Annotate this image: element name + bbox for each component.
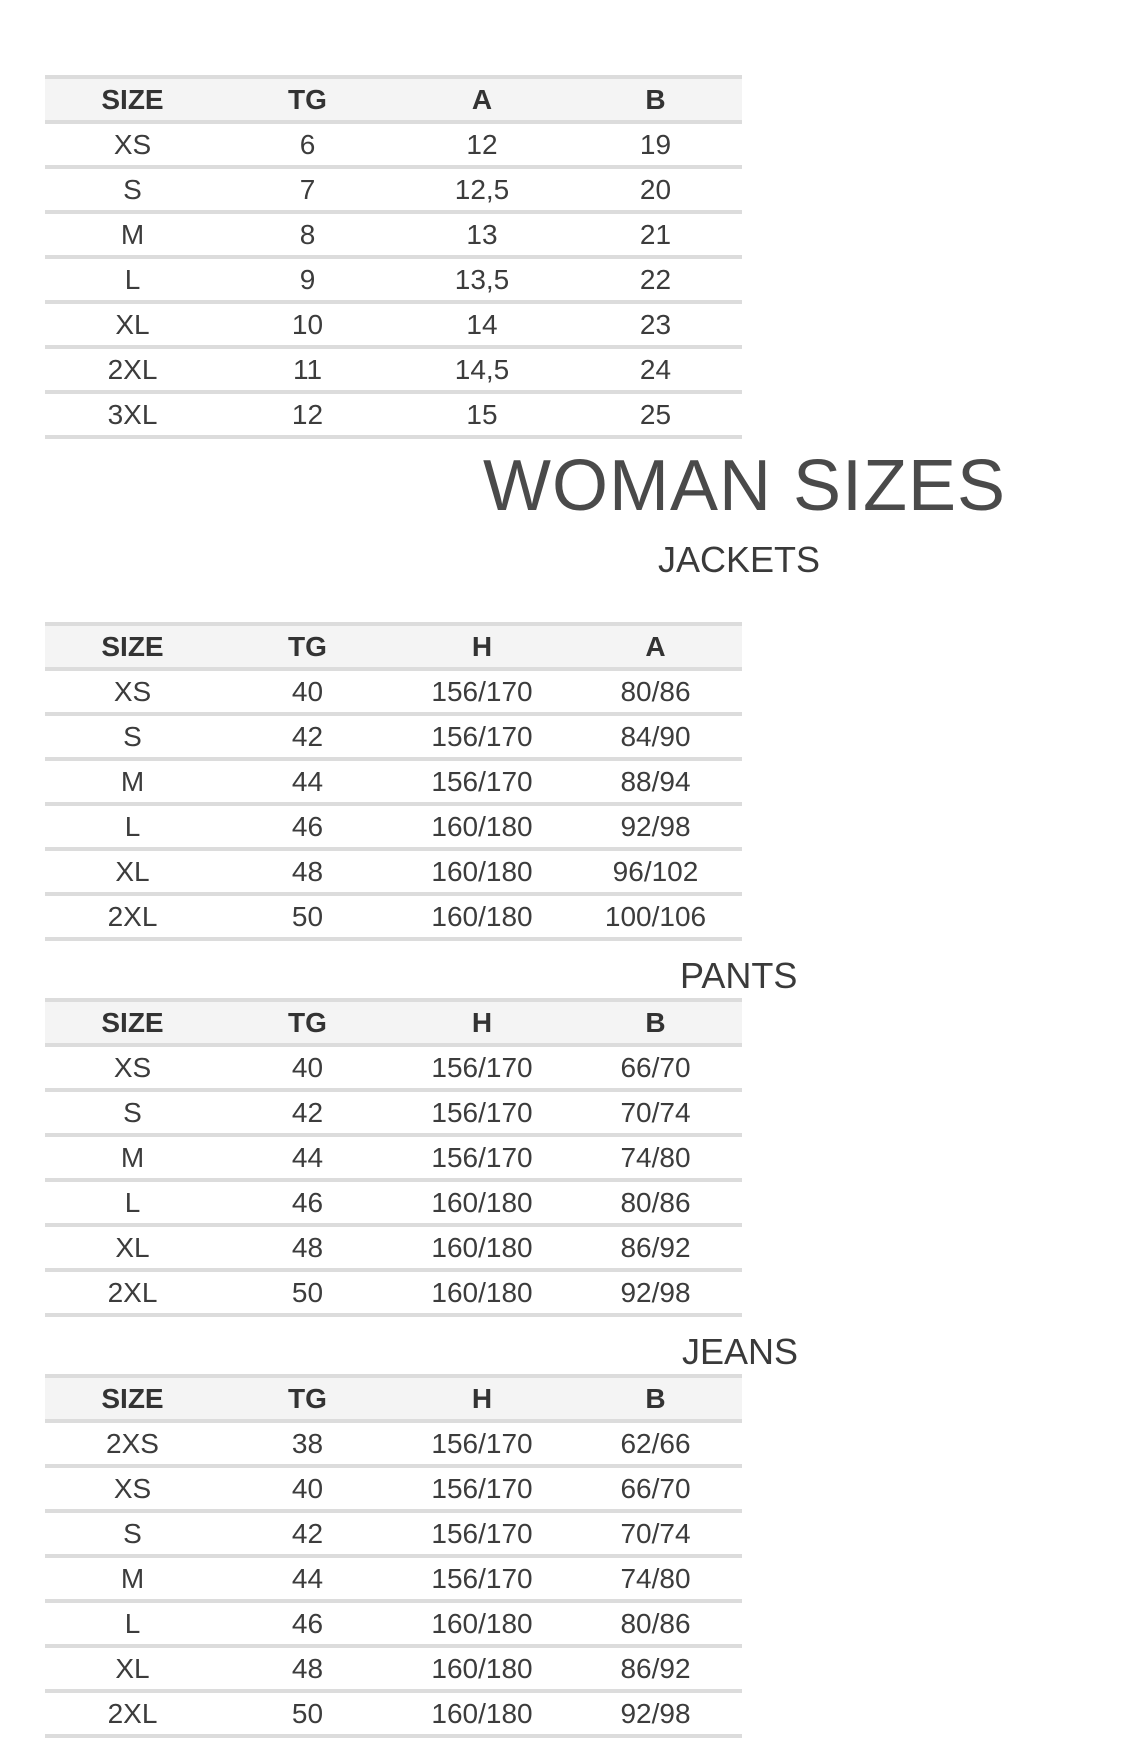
table-cell: 48 bbox=[291, 1231, 324, 1263]
table-row bbox=[45, 1090, 742, 1135]
table-row bbox=[45, 1270, 742, 1315]
table-cell: XL bbox=[115, 855, 150, 887]
table-row bbox=[45, 1225, 742, 1270]
table-cell: XS bbox=[113, 675, 152, 707]
table-row bbox=[45, 167, 742, 212]
table-cell: 13,5 bbox=[454, 263, 510, 295]
table-cell: 84/90 bbox=[620, 720, 691, 752]
table-cell: 156/170 bbox=[431, 720, 533, 752]
table-cell: 38 bbox=[291, 1427, 324, 1459]
table-cell: 42 bbox=[291, 720, 324, 752]
table-cell: 96/102 bbox=[612, 855, 699, 887]
table-cell: 156/170 bbox=[431, 765, 533, 797]
table-cell: 25 bbox=[639, 398, 672, 430]
table-cell: L bbox=[124, 810, 141, 842]
table-cell: 156/170 bbox=[431, 1141, 533, 1173]
size-table-generic bbox=[45, 75, 742, 439]
table-cell: 10 bbox=[291, 308, 324, 340]
table-cell: 160/180 bbox=[431, 1607, 533, 1639]
column-header: H bbox=[471, 1382, 493, 1414]
table-cell: 74/80 bbox=[620, 1562, 691, 1594]
table-cell: 80/86 bbox=[620, 1607, 691, 1639]
table-header-row bbox=[45, 1000, 742, 1045]
section-title-pants: PANTS bbox=[680, 955, 798, 996]
table-cell: 40 bbox=[291, 1051, 324, 1083]
table-row bbox=[45, 257, 742, 302]
table-cell: 22 bbox=[639, 263, 672, 295]
table-cell: S bbox=[123, 1517, 142, 1549]
table-cell: 40 bbox=[291, 675, 324, 707]
size-table-jackets bbox=[45, 622, 742, 941]
column-header: SIZE bbox=[101, 83, 164, 115]
column-header: TG bbox=[288, 83, 327, 115]
table-header-row bbox=[45, 1376, 742, 1421]
section-title-jackets: JACKETS bbox=[658, 539, 821, 580]
table-cell: 86/92 bbox=[620, 1231, 691, 1263]
table-cell: 160/180 bbox=[431, 900, 533, 932]
table-cell: L bbox=[124, 1607, 141, 1639]
table-cell: S bbox=[123, 173, 142, 205]
table-cell: 92/98 bbox=[620, 1697, 691, 1729]
table-cell: 46 bbox=[291, 1186, 324, 1218]
column-header: SIZE bbox=[101, 630, 164, 662]
table-cell: 50 bbox=[291, 900, 324, 932]
table-row bbox=[45, 1135, 742, 1180]
table-cell: 12,5 bbox=[454, 173, 510, 205]
table-cell: 156/170 bbox=[431, 1427, 533, 1459]
table-row bbox=[45, 347, 742, 392]
table-cell: 66/70 bbox=[620, 1051, 691, 1083]
table-cell: 44 bbox=[291, 1562, 324, 1594]
table-row bbox=[45, 894, 742, 939]
table-cell: 160/180 bbox=[431, 1697, 533, 1729]
table-cell: 42 bbox=[291, 1096, 324, 1128]
table-header-row bbox=[45, 77, 742, 122]
table-cell: 3XL bbox=[107, 398, 158, 430]
table-row bbox=[45, 1556, 742, 1601]
table-cell: 62/66 bbox=[620, 1427, 691, 1459]
table-cell: 6 bbox=[299, 128, 316, 160]
table-cell: 11 bbox=[292, 353, 323, 385]
table-cell: 15 bbox=[466, 398, 498, 430]
table-cell: 156/170 bbox=[431, 675, 533, 707]
table-cell: 92/98 bbox=[620, 810, 691, 842]
table-cell: S bbox=[123, 1096, 142, 1128]
table-cell: M bbox=[120, 1141, 145, 1173]
table-cell: 156/170 bbox=[431, 1517, 533, 1549]
table-cell: 40 bbox=[291, 1472, 324, 1504]
size-table-jeans bbox=[45, 1374, 742, 1738]
table-cell: 80/86 bbox=[620, 675, 691, 707]
table-cell: 88/94 bbox=[620, 765, 691, 797]
table-cell: 23 bbox=[639, 308, 672, 340]
column-header: H bbox=[471, 630, 493, 662]
table-cell: 48 bbox=[291, 1652, 324, 1684]
column-header: B bbox=[645, 83, 666, 115]
table-cell: 46 bbox=[291, 1607, 324, 1639]
table-cell: XL bbox=[115, 308, 150, 340]
table-cell: 2XL bbox=[107, 1697, 158, 1729]
table-row bbox=[45, 1511, 742, 1556]
table-cell: XL bbox=[115, 1652, 150, 1684]
table-cell: 21 bbox=[639, 218, 672, 250]
table-row bbox=[45, 849, 742, 894]
column-header: A bbox=[645, 630, 666, 662]
page-title: WOMAN SIZES bbox=[483, 446, 1007, 526]
column-header: B bbox=[645, 1006, 666, 1038]
table-cell: 9 bbox=[299, 263, 316, 295]
table-row bbox=[45, 1601, 742, 1646]
section-title-jeans: JEANS bbox=[682, 1331, 799, 1372]
column-header: A bbox=[471, 83, 493, 115]
table-cell: 12 bbox=[291, 398, 324, 430]
table-row bbox=[45, 759, 742, 804]
table-cell: XS bbox=[113, 1472, 152, 1504]
table-row bbox=[45, 1421, 742, 1466]
table-cell: 50 bbox=[291, 1276, 324, 1308]
table-cell: 92/98 bbox=[620, 1276, 691, 1308]
table-cell: 7 bbox=[299, 173, 316, 205]
table-header-row bbox=[45, 624, 742, 669]
table-cell: 2XL bbox=[107, 353, 158, 385]
table-cell: 48 bbox=[291, 855, 324, 887]
table-row bbox=[45, 1466, 742, 1511]
table-cell: 8 bbox=[299, 218, 316, 250]
table-row bbox=[45, 212, 742, 257]
column-header: TG bbox=[288, 630, 327, 662]
table-cell: 19 bbox=[639, 128, 672, 160]
table-row bbox=[45, 392, 742, 437]
table-row bbox=[45, 804, 742, 849]
table-cell: 42 bbox=[291, 1517, 324, 1549]
table-cell: M bbox=[120, 218, 145, 250]
table-cell: 160/180 bbox=[431, 810, 533, 842]
table-cell: 74/80 bbox=[620, 1141, 691, 1173]
table-cell: 80/86 bbox=[620, 1186, 691, 1218]
table-cell: 156/170 bbox=[431, 1051, 533, 1083]
table-cell: S bbox=[123, 720, 142, 752]
table-cell: 14 bbox=[466, 308, 498, 340]
table-cell: 46 bbox=[291, 810, 324, 842]
table-row bbox=[45, 669, 742, 714]
table-cell: 12 bbox=[466, 128, 498, 160]
table-cell: 156/170 bbox=[431, 1562, 533, 1594]
column-header: SIZE bbox=[101, 1382, 164, 1414]
table-cell: M bbox=[120, 765, 145, 797]
table-cell: 44 bbox=[291, 1141, 324, 1173]
table-cell: 100/106 bbox=[604, 900, 707, 932]
table-cell: 160/180 bbox=[431, 1186, 533, 1218]
table-cell: 44 bbox=[291, 765, 324, 797]
column-header: H bbox=[471, 1006, 493, 1038]
table-cell: 160/180 bbox=[431, 1231, 533, 1263]
table-row bbox=[45, 1180, 742, 1225]
table-cell: 160/180 bbox=[431, 855, 533, 887]
table-row bbox=[45, 122, 742, 167]
table-row bbox=[45, 1045, 742, 1090]
column-header: TG bbox=[288, 1006, 327, 1038]
table-cell: 2XL bbox=[107, 1276, 158, 1308]
table-cell: L bbox=[124, 1186, 141, 1218]
table-cell: XS bbox=[113, 1051, 152, 1083]
table-cell: 70/74 bbox=[620, 1096, 691, 1128]
table-cell: 50 bbox=[291, 1697, 324, 1729]
table-cell: XL bbox=[115, 1231, 150, 1263]
column-header: SIZE bbox=[101, 1006, 164, 1038]
table-cell: 2XS bbox=[106, 1427, 159, 1459]
column-header: B bbox=[645, 1382, 666, 1414]
table-cell: 156/170 bbox=[431, 1472, 533, 1504]
table-cell: 160/180 bbox=[431, 1276, 533, 1308]
table-row bbox=[45, 1691, 742, 1736]
table-cell: XS bbox=[113, 128, 152, 160]
table-cell: 2XL bbox=[107, 900, 158, 932]
table-cell: 86/92 bbox=[620, 1652, 691, 1684]
table-row bbox=[45, 714, 742, 759]
table-cell: L bbox=[124, 263, 141, 295]
table-cell: 24 bbox=[639, 353, 672, 385]
table-row bbox=[45, 1646, 742, 1691]
table-cell: 13 bbox=[466, 218, 498, 250]
table-cell: 66/70 bbox=[620, 1472, 691, 1504]
table-cell: 14,5 bbox=[454, 353, 510, 385]
table-cell: M bbox=[120, 1562, 145, 1594]
table-cell: 70/74 bbox=[620, 1517, 691, 1549]
table-cell: 20 bbox=[639, 173, 672, 205]
table-cell: 156/170 bbox=[431, 1096, 533, 1128]
column-header: TG bbox=[288, 1382, 327, 1414]
table-cell: 160/180 bbox=[431, 1652, 533, 1684]
table-row bbox=[45, 302, 742, 347]
size-table-pants bbox=[45, 998, 742, 1317]
